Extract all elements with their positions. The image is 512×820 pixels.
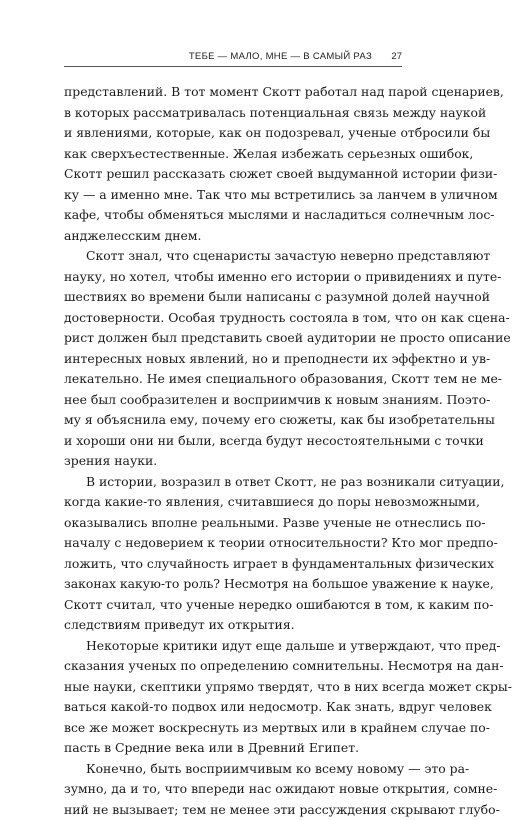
text-line: ложить, что случайность играет в фундаментальных физических: [64, 554, 402, 575]
text-line: Скотт считал, что ученые нередко ошибаются в том, к каким по-: [64, 595, 402, 616]
text-line: Скотт знал, что сценаристы зачастую неверно представляют: [64, 246, 402, 267]
text-line: и явлениями, которые, как он подозревал, ученые отбросили бы: [64, 123, 402, 144]
text-line: анджелесским днем.: [64, 226, 402, 247]
paragraph: [64, 472, 402, 636]
page-number: 27: [391, 51, 402, 62]
text-line: рист должен был представить своей аудитории не просто описание: [64, 328, 402, 349]
text-line: как сверхъестественные. Желая избежать серьезных ошибок,: [64, 144, 402, 165]
text-line: все же может воскреснуть из мертвых или в крайнем случае по-: [64, 718, 402, 739]
body-text: [64, 82, 402, 820]
text-line: когда какие-то явления, считавшиеся до поры невозможными,: [64, 492, 402, 513]
text-line: науку, но хотел, чтобы именно его истории о привидениях и путе-: [64, 267, 402, 288]
text-line: законах какую-то роль? Несмотря на большое уважение к науке,: [64, 574, 402, 595]
text-line: в которых рассматривалась потенциальная связь между наукой: [64, 103, 402, 124]
text-line: Конечно, быть восприимчивым ко всему новому — это ра-: [64, 759, 402, 780]
text-line: началу с недоверием к теории относительности? Кто мог предпо-: [64, 533, 402, 554]
text-line: ные науки, скептики упрямо твердят, что в них всегда может скры-: [64, 677, 402, 698]
text-line: му я объяснила ему, почему его сюжеты, как бы изобретательны: [64, 410, 402, 431]
paragraph: [64, 759, 402, 820]
text-line: ний не вызывает; тем не менее эти рассуждения скрывают глубо-: [64, 800, 402, 820]
paragraph: [64, 82, 402, 246]
text-line: интересных новых явлений, но и преподнести их эффектно и ув-: [64, 349, 402, 370]
text-line: Некоторые критики идут еще дальше и утверждают, что пред-: [64, 636, 402, 657]
text-line: В истории, возразил в ответ Скотт, не раз возникали ситуации,: [64, 472, 402, 493]
text-line: шествиях во времени были написаны с разумной долей научной: [64, 287, 402, 308]
text-line: нее был сообразителен и восприимчив к новым знаниям. Поэто-: [64, 390, 402, 411]
text-line: Скотт решил рассказать сюжет своей выдуманной истории физи-: [64, 164, 402, 185]
text-line: пасть в Средние века или в Древний Египет.: [64, 738, 402, 759]
text-line: ку — а именно мне. Так что мы встретились за ланчем в уличном: [64, 185, 402, 206]
header-rule: [64, 66, 402, 67]
text-line: зрения науки.: [64, 451, 402, 472]
text-line: достоверности. Особая трудность состояла в том, что он как сцена-: [64, 308, 402, 329]
paragraph: [64, 636, 402, 759]
text-line: представлений. В тот момент Скотт работал над парой сценариев,: [64, 82, 402, 103]
text-line: и хороши они ни были, всегда будут несостоятельными с точки: [64, 431, 402, 452]
text-line: сказания ученых по определению сомнительны. Несмотря на дан-: [64, 656, 402, 677]
paragraph: [64, 246, 402, 472]
text-line: зумно, да и то, что впереди нас ожидают новые открытия, сомне-: [64, 779, 402, 800]
text-line: оказывались вполне реальными. Разве ученые не отнеслись по-: [64, 513, 402, 534]
running-header-title: ТЕБЕ — МАЛО, МНЕ — В САМЫЙ РАЗ: [189, 51, 372, 62]
text-line: лекательно. Не имея специального образования, Скотт тем не ме-: [64, 369, 402, 390]
text-line: следствиям приведут их открытия.: [64, 615, 402, 636]
text-line: кафе, чтобы обменяться мыслями и насладиться солнечным лос-: [64, 205, 402, 226]
text-line: ваться какой-то подвох или недосмотр. Как знать, вдруг человек: [64, 697, 402, 718]
running-header: [64, 51, 402, 67]
